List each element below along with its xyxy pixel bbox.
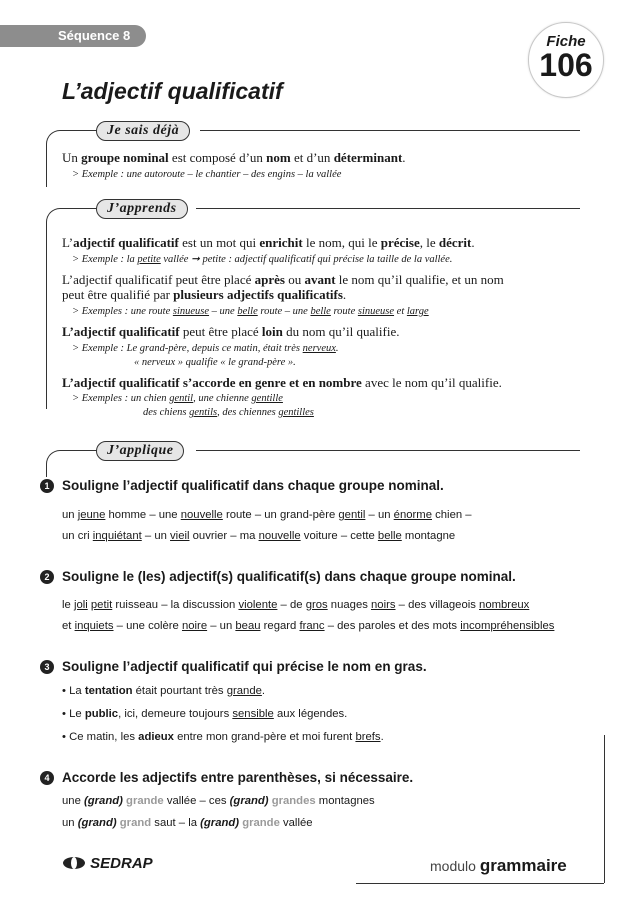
sequence-tab: Séquence 8 — [0, 25, 146, 47]
exercise-line: • Le public, ici, demeure toujours sensible aux légendes. — [62, 708, 348, 720]
exercise-line: • Ce matin, les adieux entre mon grand-père et moi furent brefs. — [62, 731, 384, 743]
je-sais-example: > Exemple : une autoroute – le chantier – des engins – la vallée — [72, 169, 342, 180]
exercise-number: 2 — [40, 570, 54, 584]
exercise-number: 1 — [40, 479, 54, 493]
section-pill-je-sais: Je sais déjà — [96, 121, 190, 141]
fiche-badge — [528, 22, 604, 98]
section-pill-j-apprends: J’apprends — [96, 199, 188, 219]
rule-example-3: > Exemple : Le grand-père, depuis ce matin, était très nerveux. — [72, 343, 339, 354]
rule-example-4b: des chiens gentils, des chiennes gentilles — [143, 407, 314, 418]
exercise-number: 4 — [40, 771, 54, 785]
rule-example-1: > Exemple : la petite vallée ➞ petite : adjectif qualificatif qui précise la taille de la vallée. — [72, 254, 453, 265]
rule-paragraph-2b: peut être qualifié par plusieurs adjectifs qualificatifs. — [62, 287, 347, 302]
rule-example-2: > Exemples : une route sinueuse – une belle route – une belle route sinueuse et large — [72, 306, 429, 317]
publisher-logo: SEDRAP — [62, 855, 153, 872]
exercise-line: et inquiets – une colère noire – un beau regard franc – des paroles et des mots incompréhensibles — [62, 620, 555, 632]
exercise-line: un cri inquiétant – un vieil ouvrier – ma nouvelle voiture – cette belle montagne — [62, 530, 456, 542]
section-rule — [200, 130, 580, 131]
exercise-instruction: Souligne le (les) adjectif(s) qualificatif(s) dans chaque groupe nominal. — [62, 569, 516, 584]
sedrap-logo-icon — [62, 856, 86, 870]
exercise-line: le joli petit ruisseau – la discussion violente – de gros nuages noirs – des villageois nombreux — [62, 599, 530, 611]
exercise-instruction: Souligne l’adjectif qualificatif qui précise le nom en gras. — [62, 659, 427, 674]
rule-paragraph-1: L’adjectif qualificatif est un mot qui enrichit le nom, qui le précise, le décrit. — [62, 235, 475, 250]
rule-paragraph-2: L’adjectif qualificatif peut être placé après ou avant le nom qu’il qualifie, et un nom — [62, 272, 504, 287]
je-sais-text: Un groupe nominal est composé d’un nom et d’un déterminant. — [62, 150, 406, 165]
exercise-line: une (grand) grande vallée – ces (grand) grandes montagnes — [62, 795, 375, 807]
exercise-number: 3 — [40, 660, 54, 674]
rule-paragraph-4: L’adjectif qualificatif s’accorde en genre et en nombre avec le nom qu’il qualifie. — [62, 375, 502, 390]
page-title: L’adjectif qualificatif — [62, 78, 283, 104]
footer-collection: modulo grammaire — [430, 856, 567, 875]
exercise-line: un jeune homme – une nouvelle route – un grand-père gentil – un énorme chien – — [62, 509, 472, 521]
fiche-label: Fiche — [546, 33, 586, 50]
section-rule — [196, 208, 580, 209]
rule-example-4: > Exemples : un chien gentil, une chienne gentille — [72, 393, 283, 404]
section-pill-j-applique: J’applique — [96, 441, 184, 461]
rule-paragraph-3: L’adjectif qualificatif peut être placé loin du nom qu’il qualifie. — [62, 324, 400, 339]
section-bracket — [46, 450, 97, 477]
corner-rule-horizontal — [356, 883, 604, 884]
exercise-line: un (grand) grand saut – la (grand) grande vallée — [62, 817, 313, 829]
rule-example-3-note: « nerveux » qualifie « le grand-père ». — [134, 357, 296, 368]
exercise-line: • La tentation était pourtant très grande. — [62, 685, 266, 697]
section-rule — [196, 450, 580, 451]
corner-rule-vertical — [604, 735, 605, 883]
exercise-instruction: Accorde les adjectifs entre parenthèses, si nécessaire. — [62, 770, 414, 785]
exercise-instruction: Souligne l’adjectif qualificatif dans chaque groupe nominal. — [62, 478, 444, 493]
fiche-number: 106 — [539, 47, 593, 83]
